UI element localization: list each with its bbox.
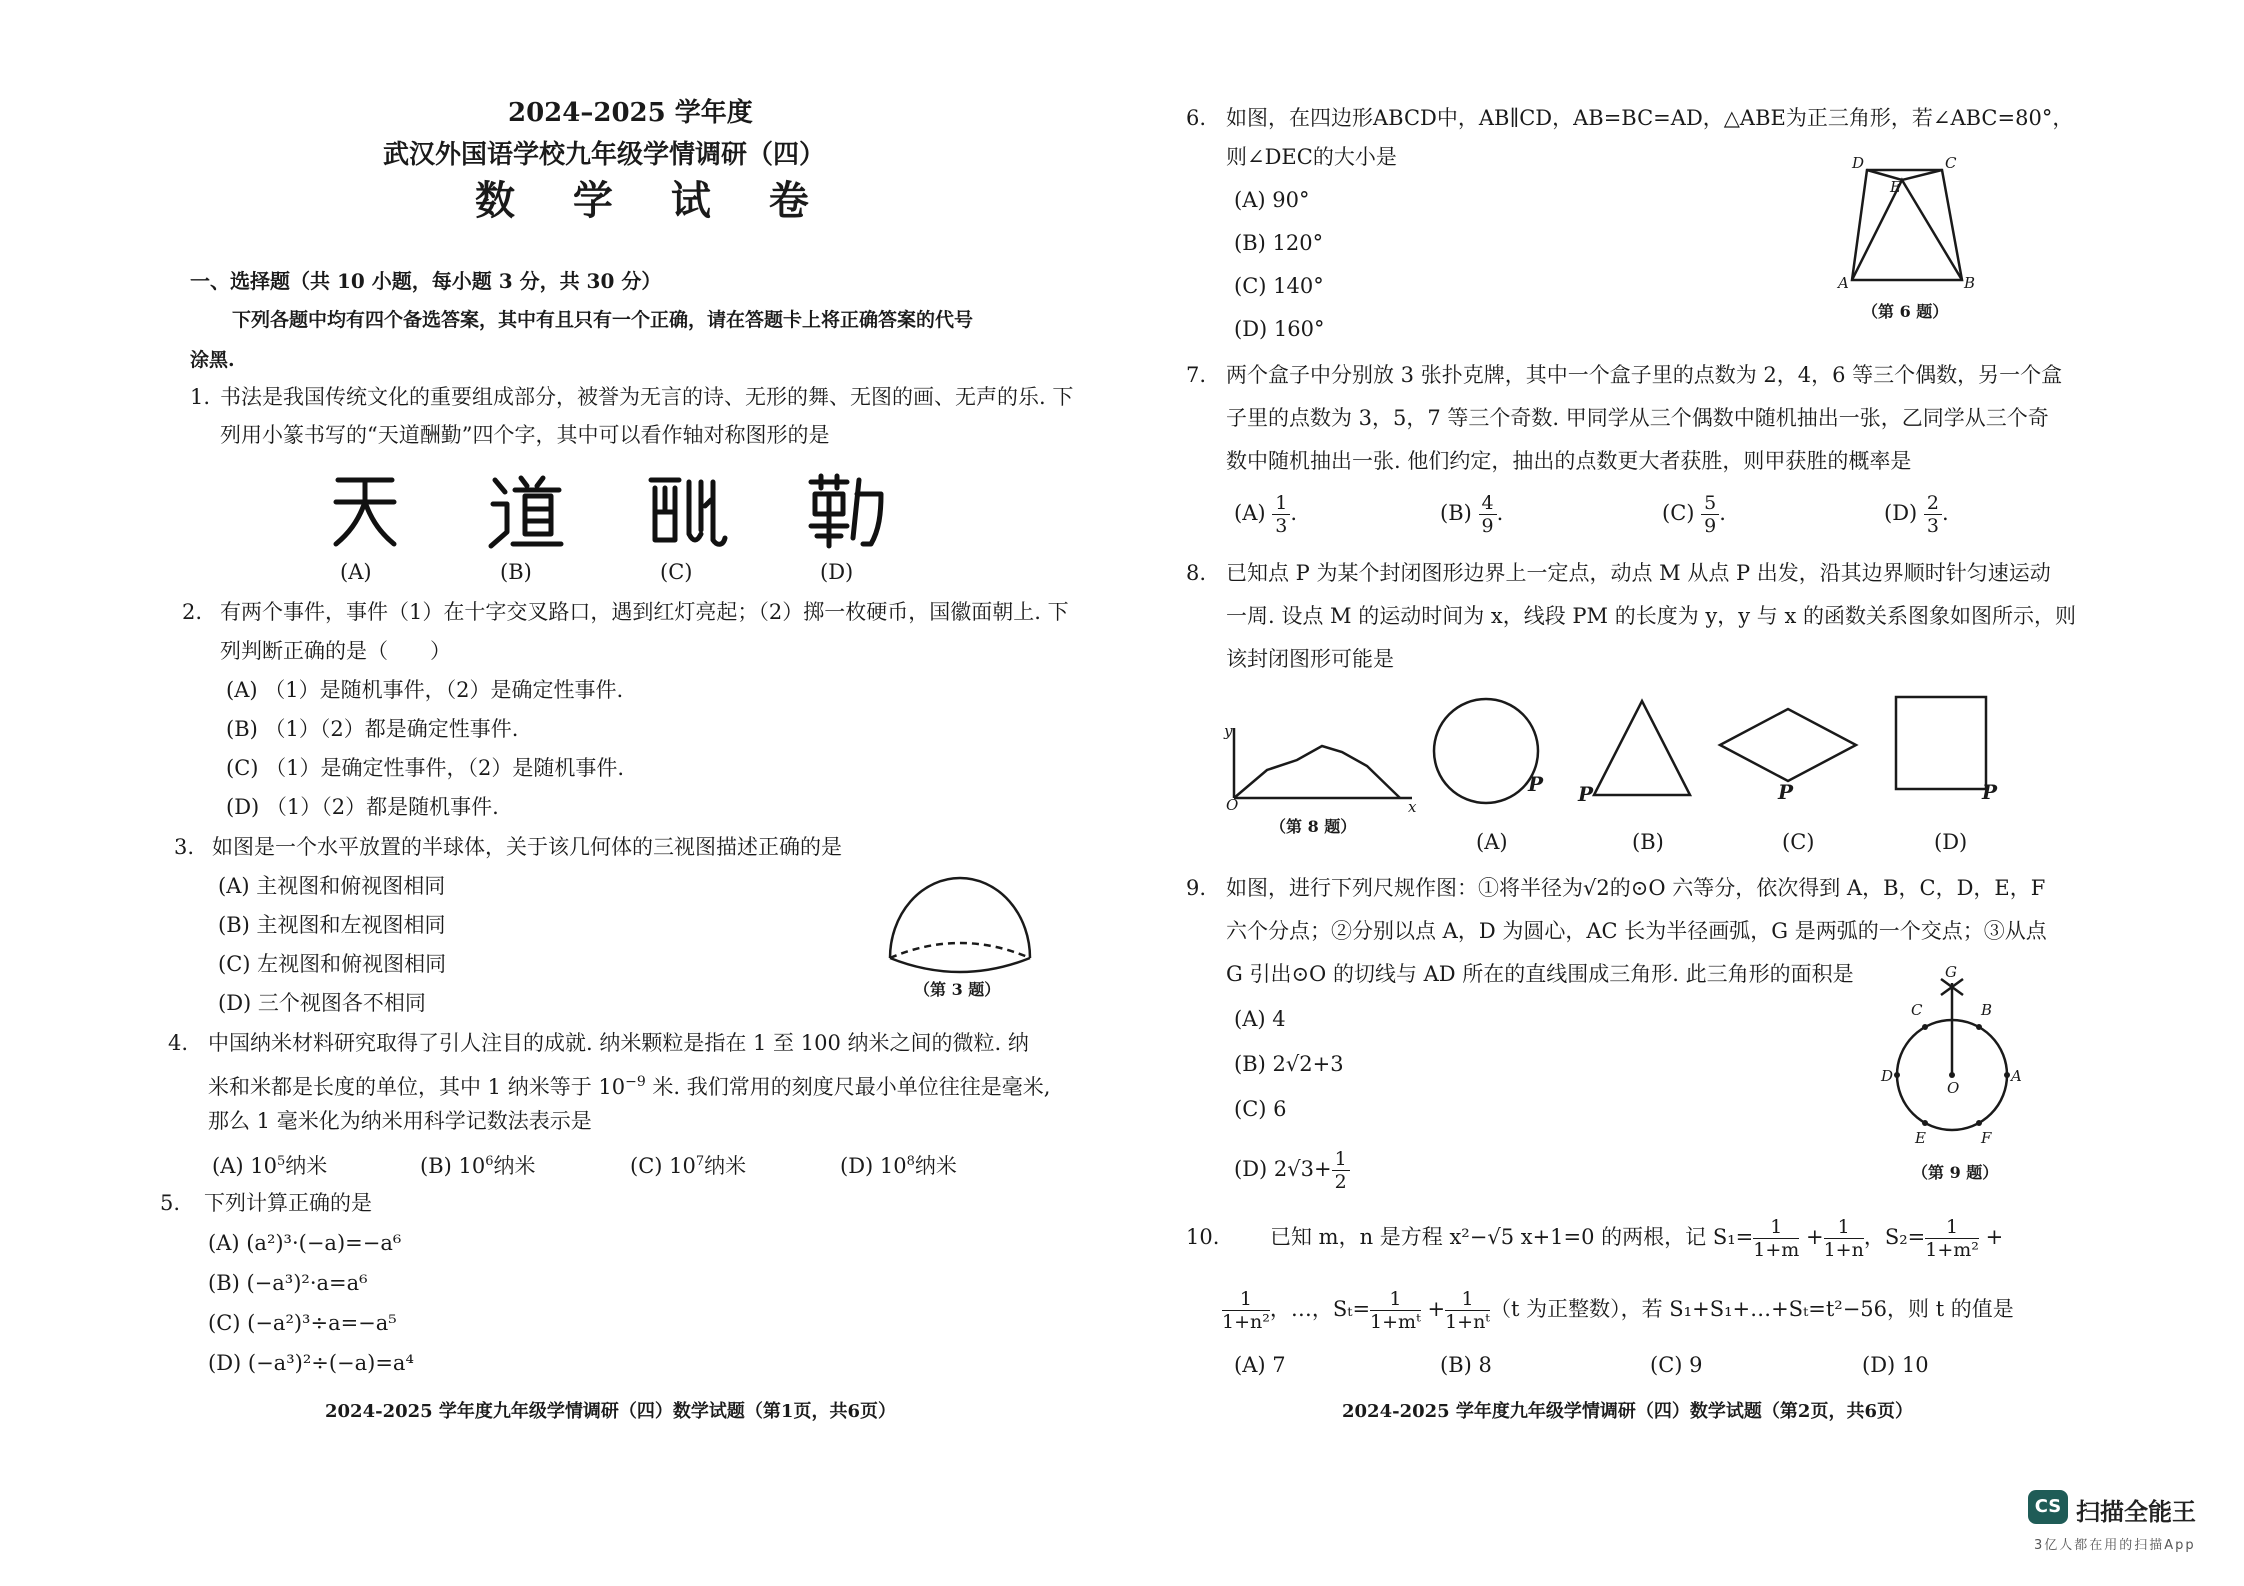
q4-option-b: (B) $10^6$纳米	[420, 1154, 536, 1178]
q8-option-b-label: (B)	[1632, 830, 1664, 854]
q10-line2: $\frac{1}{\text{1+n²}}$ ，…，Sₜ= $\frac{1}{\text{1+mᵗ}}$ + $\frac{1}{\text{1+nᵗ}}$ （t 为正整数），若 S₁+S₁+…+Sₜ=t²−56，则 t 的值是	[1222, 1288, 2014, 1333]
q6-point-b: B	[1964, 274, 1976, 292]
q3-option-d: (D) 三个视图各不相同	[218, 991, 426, 1015]
q2-option-a: (A) （1）是随机事件，（2）是确定性事件.	[226, 678, 624, 702]
seal-char-tian	[330, 470, 400, 550]
hemisphere-figure	[885, 868, 1035, 968]
q6-quadrilateral-figure	[1832, 150, 1976, 292]
q2-line1: 有两个事件，事件（1）在十字交叉路口，遇到红灯亮起；（2）掷一枚硬币，国徽面朝上. 下	[220, 600, 1069, 624]
q5-option-a: (A) (a²)³·(−a)=−a⁶	[208, 1231, 402, 1255]
q2-option-b: (B) （1）（2）都是确定性事件.	[226, 717, 519, 741]
q6-option-b: (B) 120°	[1234, 231, 1324, 255]
q7-option-c: (C) $\frac{5}{9}$ .	[1662, 492, 1726, 537]
q1-option-a-label: (A)	[340, 560, 372, 584]
q7-line2: 子里的点数为 3，5，7 等三个奇数. 甲同学从三个偶数中随机抽出一张，乙同学从三个奇	[1226, 406, 2049, 430]
seal-char-qin	[805, 470, 887, 552]
q10-option-b: (B) 8	[1440, 1353, 1492, 1377]
q2-option-d: (D) （1）（2）都是随机事件.	[226, 795, 499, 819]
q6-point-d: D	[1852, 154, 1865, 172]
q1-option-b-label: (B)	[500, 560, 532, 584]
q3-line1: 如图是一个水平放置的半球体，关于该几何体的三视图描述正确的是	[212, 835, 842, 859]
q1-line1: 书法是我国传统文化的重要组成部分，被誉为无言的诗、无形的舞、无图的画、无声的乐. 下	[220, 385, 1074, 409]
q8-line2: 一周. 设点 M 的运动时间为 x，线段 PM 的长度为 y，y 与 x 的函数关系图象如图所示，则	[1226, 604, 2076, 628]
q8-circle-option	[1432, 695, 1562, 815]
q3-figure-caption: （第 3 题）	[914, 980, 1001, 999]
exam-school-title: 武汉外国语学校九年级学情调研（四）	[383, 140, 826, 170]
q3-number: 3.	[174, 835, 195, 859]
q8-line3: 该封闭图形可能是	[1226, 647, 1394, 671]
q4-line2: 米和米都是长度的单位，其中 1 纳米等于 $10^{-9}$ 米. 我们常用的刻度尺最小单位往往是毫米,	[208, 1074, 1051, 1099]
q8-graph-x-label: x	[1408, 798, 1417, 816]
q9-option-c: (C) 6	[1234, 1097, 1287, 1121]
q10-number: 10.	[1186, 1225, 1220, 1249]
q9-point-o: O	[1947, 1079, 1960, 1097]
q9-point-f: F	[1981, 1129, 1992, 1147]
scanner-slogan: 3亿人都在用的扫描App	[2034, 1538, 2196, 1553]
q6-number: 6.	[1186, 106, 1207, 130]
q2-option-c: (C) （1）是确定性事件，（2）是随机事件.	[226, 756, 625, 780]
q8-option-a-label: (A)	[1476, 830, 1508, 854]
q7-option-b: (B) $\frac{4}{9}$ .	[1440, 492, 1504, 537]
q9-point-d: D	[1881, 1067, 1894, 1085]
q8-triangle-point-p: P	[1578, 782, 1594, 806]
q4-number: 4.	[168, 1031, 189, 1055]
q10-option-c: (C) 9	[1650, 1353, 1703, 1377]
q3-option-c: (C) 左视图和俯视图相同	[218, 952, 447, 976]
q1-number: 1.	[190, 385, 211, 409]
q8-graph-origin-label: O	[1226, 796, 1239, 814]
q9-point-a: A	[2011, 1067, 2022, 1085]
q8-line1: 已知点 P 为某个封闭图形边界上一定点，动点 M 从点 P 出发，沿其边界顺时针匀速运动	[1226, 561, 2051, 585]
q6-point-a: A	[1838, 274, 1849, 292]
q10-option-d: (D) 10	[1862, 1353, 1929, 1377]
q9-option-d: (D) 2√3+ $\frac{1}{2}$	[1234, 1148, 1350, 1193]
q5-option-c: (C) (−a²)³÷a=−a⁵	[208, 1311, 397, 1335]
q1-option-c-label: (C)	[660, 560, 693, 584]
q8-number: 8.	[1186, 561, 1207, 585]
q6-point-e: E	[1890, 178, 1901, 196]
q9-circle-construction	[1877, 965, 2027, 1145]
right-page	[1122, 0, 2244, 1586]
q9-point-b: B	[1981, 1001, 1993, 1019]
scanner-logo-icon: CS	[2028, 1490, 2068, 1524]
q6-point-c: C	[1945, 154, 1957, 172]
q7-line3: 数中随机抽出一张. 他们约定，抽出的点数更大者获胜，则甲获胜的概率是	[1226, 449, 1912, 473]
q9-point-e: E	[1915, 1129, 1926, 1147]
q5-option-d: (D) (−a³)²÷(−a)=a⁴	[208, 1351, 414, 1375]
exam-subject-title: 数 学 试 卷	[475, 177, 831, 224]
q2-line2: 列判断正确的是（ ）	[220, 639, 451, 663]
q8-square-option	[1882, 695, 2012, 815]
q7-option-a: (A) $\frac{1}{3}$ .	[1234, 492, 1298, 537]
q1-option-d-label: (D)	[820, 560, 854, 584]
q4-option-d: (D) $10^8$纳米	[840, 1154, 957, 1178]
q9-point-g: G	[1945, 963, 1957, 981]
section-instruction-line2: 涂黑.	[190, 349, 235, 371]
q4-line3: 那么 1 毫米化为纳米用科学记数法表示是	[208, 1109, 592, 1133]
q8-circle-point-p: P	[1528, 772, 1544, 796]
q10-line1: 已知 m，n 是方程 x²−√5 x+1=0 的两根，记 S₁= $\frac{1}{1+m}$ + $\frac{1}{1+n}$ ，S₂= $\frac{1}{\text{1+m²}}$ +	[1270, 1216, 2004, 1261]
left-page-footer: 2024-2025 学年度九年级学情调研（四）数学试题（第1页，共6页）	[325, 1401, 896, 1422]
q6-line1: 如图，在四边形ABCD中，AB∥CD，AB=BC=AD，△ABE为正三角形，若∠ABC=80°，	[1226, 106, 2074, 130]
section-heading: 一、选择题（共 10 小题，每小题 3 分，共 30 分）	[190, 269, 662, 293]
q9-number: 9.	[1186, 876, 1207, 900]
q4-option-c: (C) $10^7$纳米	[630, 1154, 747, 1178]
q5-option-b: (B) (−a³)²·a=a⁶	[208, 1271, 368, 1295]
right-page-footer: 2024-2025 学年度九年级学情调研（四）数学试题（第2页，共6页）	[1342, 1401, 1913, 1422]
scanner-app-name: 扫描全能王	[2076, 1498, 2196, 1526]
q7-option-d: (D) $\frac{2}{3}$ .	[1884, 492, 1949, 537]
q8-figure-caption: （第 8 题）	[1270, 817, 1357, 836]
q6-figure-caption: （第 6 题）	[1862, 302, 1949, 321]
scanner-watermark	[2028, 1490, 2228, 1560]
q8-function-graph	[1222, 720, 1422, 816]
q8-square-point-p: P	[1982, 780, 1998, 804]
q5-number: 5.	[160, 1191, 181, 1215]
q3-option-a: (A) 主视图和俯视图相同	[218, 874, 446, 898]
q9-line1: 如图，进行下列尺规作图：①将半径为√2的⊙O 六等分，依次得到 A，B，C，D，E，F	[1226, 876, 2046, 900]
section-instruction-line1: 下列各题中均有四个备选答案，其中有且只有一个正确，请在答题卡上将正确答案的代号	[232, 309, 974, 331]
q8-graph-y-label: y	[1224, 722, 1233, 740]
q6-line2: 则∠DEC的大小是	[1226, 145, 1397, 169]
q3-option-b: (B) 主视图和左视图相同	[218, 913, 446, 937]
q7-line1: 两个盒子中分别放 3 张扑克牌，其中一个盒子里的点数为 2，4，6 等三个偶数，另一个盒	[1226, 363, 2063, 387]
q4-line1: 中国纳米材料研究取得了引人注目的成就. 纳米颗粒是指在 1 至 100 纳米之间的微粒. 纳	[208, 1031, 1029, 1055]
q6-option-c: (C) 140°	[1234, 274, 1324, 298]
q8-option-d-label: (D)	[1934, 830, 1968, 854]
q5-line1: 下列计算正确的是	[204, 1191, 372, 1215]
q2-number: 2.	[182, 600, 203, 624]
q4-option-a: (A) $10^5$纳米	[212, 1154, 328, 1178]
q9-point-c: C	[1911, 1001, 1923, 1019]
q8-triangle-option	[1572, 695, 1722, 815]
q1-line2: 列用小篆书写的“天道酬勤”四个字，其中可以看作轴对称图形的是	[220, 423, 830, 447]
q9-line3: G 引出⊙O 的切线与 AD 所在的直线围成三角形. 此三角形的面积是	[1226, 962, 1854, 986]
q9-line2: 六个分点；②分别以点 A，D 为圆心，AC 长为半径画弧，G 是两弧的一个交点；③从点	[1226, 919, 2047, 943]
q6-option-d: (D) 160°	[1234, 317, 1325, 341]
exam-year: 2024–2025 学年度	[508, 98, 753, 128]
q7-number: 7.	[1186, 363, 1207, 387]
q8-rhombus-point-p: P	[1778, 780, 1794, 804]
q10-option-a: (A) 7	[1234, 1353, 1286, 1377]
q9-figure-caption: （第 9 题）	[1912, 1163, 1999, 1182]
q9-option-a: (A) 4	[1234, 1007, 1286, 1031]
q6-option-a: (A) 90°	[1234, 188, 1310, 212]
q8-option-c-label: (C)	[1782, 830, 1815, 854]
seal-char-chou	[645, 470, 729, 548]
q8-rhombus-option	[1712, 695, 1862, 815]
seal-char-dao	[485, 470, 565, 552]
q9-option-b: (B) 2√2+3	[1234, 1052, 1344, 1076]
